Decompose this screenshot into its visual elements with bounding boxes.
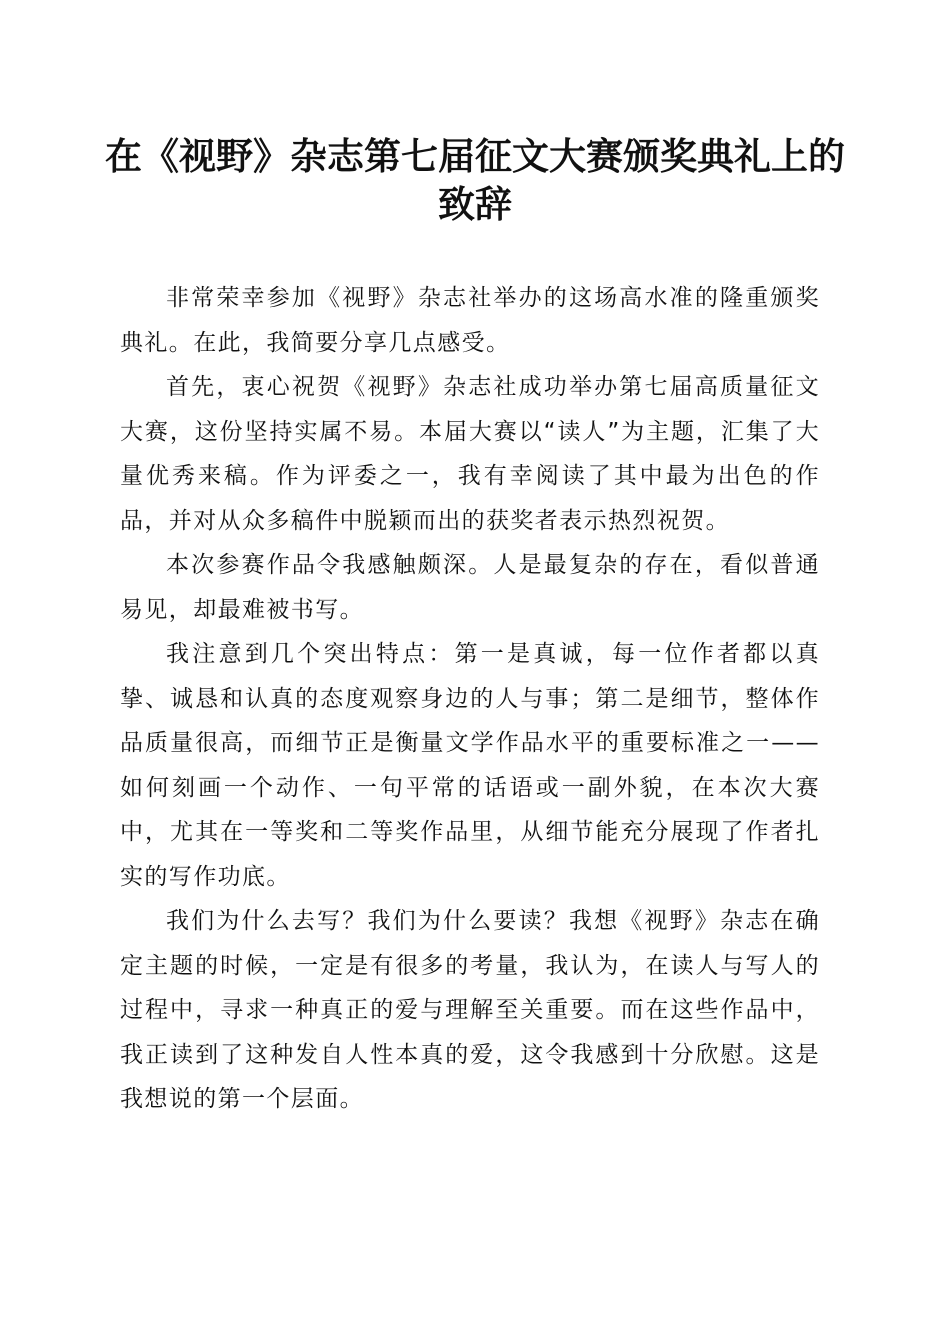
paragraph: 我注意到几个突出特点：第一是真诚，每一位作者都以真挚、诚恳和认真的态度观察身边的人与事；第二是细节，整体作品质量很高，而细节正是衡量文学作品水平的重要标准之一——如何刻画一个动作、一句平常的话语或一副外貌，在本次大赛中，尤其在一等奖和二等奖作品里，从细节能充分展现了作者扎实的写作功底。 [120, 641, 820, 890]
document-body [120, 276, 820, 1122]
document-title: 在《视野》杂志第七届征文大赛颁奖典礼上的致辞 [105, 134, 845, 226]
paragraph: 非常荣幸参加《视野》杂志社举办的这场高水准的隆重颁奖典礼。在此，我简要分享几点感受。 [120, 285, 820, 356]
paragraph: 本次参赛作品令我感触颇深。人是最复杂的存在，看似普通易见，却最难被书写。 [120, 552, 820, 623]
paragraph: 我们为什么去写？我们为什么要读？我想《视野》杂志在确定主题的时候，一定是有很多的考量，我认为，在读人与写人的过程中，寻求一种真正的爱与理解至关重要。而在这些作品中，我正读到了这种发自人性本真的爱，这令我感到十分欣慰。这是我想说的第一个层面。 [120, 908, 820, 1112]
paragraph: 首先，衷心祝贺《视野》杂志社成功举办第七届高质量征文大赛，这份坚持实属不易。本届大赛以“读人”为主题，汇集了大量优秀来稿。作为评委之一，我有幸阅读了其中最为出色的作品，并对从众多稿件中脱颖而出的获奖者表示热烈祝贺。 [120, 374, 820, 534]
